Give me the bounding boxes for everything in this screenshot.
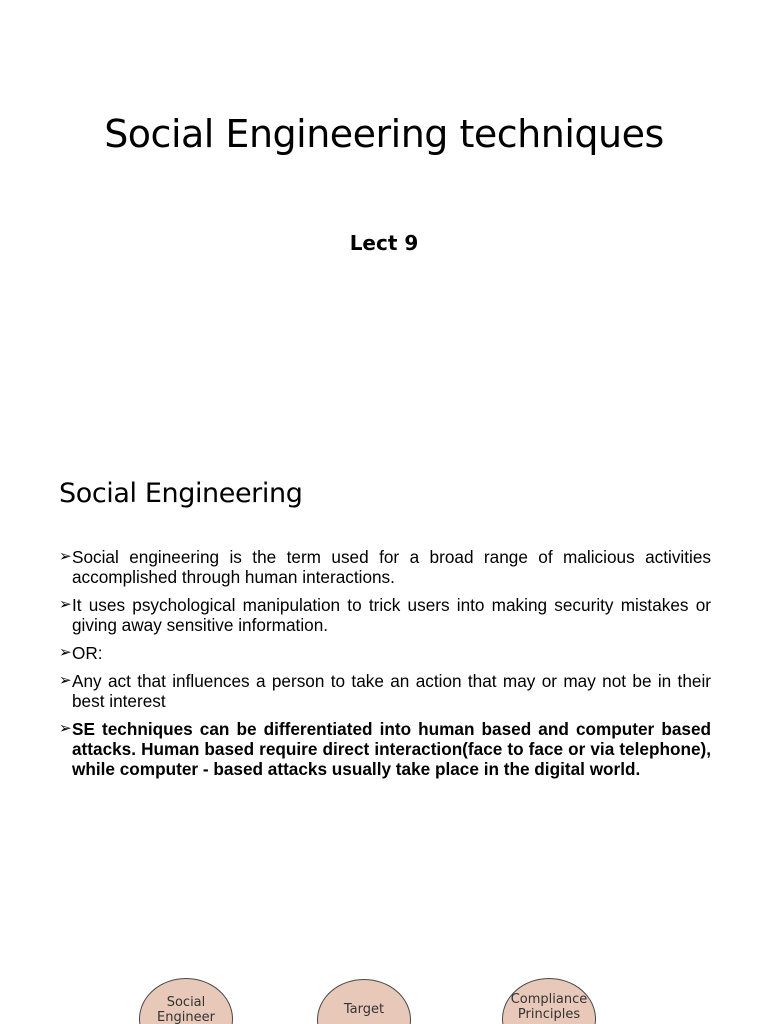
bullet-text: It uses psychological manipulation to trick users into making security mistakes or giving away sensitive information. bbox=[72, 595, 711, 635]
arrow-bullet-icon: ➢ bbox=[59, 548, 72, 565]
bullet-item-bold bbox=[59, 719, 711, 779]
bullet-item bbox=[59, 671, 711, 711]
slide-subtitle: Lect 9 bbox=[349, 231, 419, 255]
title-slide bbox=[0, 0, 768, 430]
bullet-item bbox=[59, 643, 711, 663]
bullet-item bbox=[59, 547, 711, 587]
section-heading: Social Engineering bbox=[59, 478, 303, 509]
arrow-bullet-icon: ➢ bbox=[59, 672, 72, 689]
diagram-node-social-engineer: Social Engineer bbox=[139, 978, 233, 1024]
arrow-bullet-icon: ➢ bbox=[59, 644, 72, 661]
arrow-bullet-icon: ➢ bbox=[59, 596, 72, 613]
diagram-node-target: Target bbox=[317, 979, 411, 1024]
content-slide bbox=[0, 430, 768, 1024]
bullet-text: Any act that influences a person to take an action that may or may not be in their best interest bbox=[72, 671, 711, 711]
bullet-list bbox=[59, 547, 711, 787]
bullet-text: Social engineering is the term used for a broad range of malicious activities accomplished through human interactions. bbox=[72, 547, 711, 587]
diagram bbox=[0, 978, 768, 1024]
bullet-text: SE techniques can be differentiated into human based and computer based attacks. Human based require direct interaction(face to face or via telephone), while computer - based attacks usually take place in the digital world. bbox=[72, 719, 711, 779]
slide-title: Social Engineering techniques bbox=[104, 112, 664, 156]
bullet-text: OR: bbox=[72, 643, 103, 663]
diagram-node-compliance-principles: Compliance Principles bbox=[502, 978, 596, 1024]
bullet-item bbox=[59, 595, 711, 635]
arrow-bullet-icon: ➢ bbox=[59, 720, 72, 737]
